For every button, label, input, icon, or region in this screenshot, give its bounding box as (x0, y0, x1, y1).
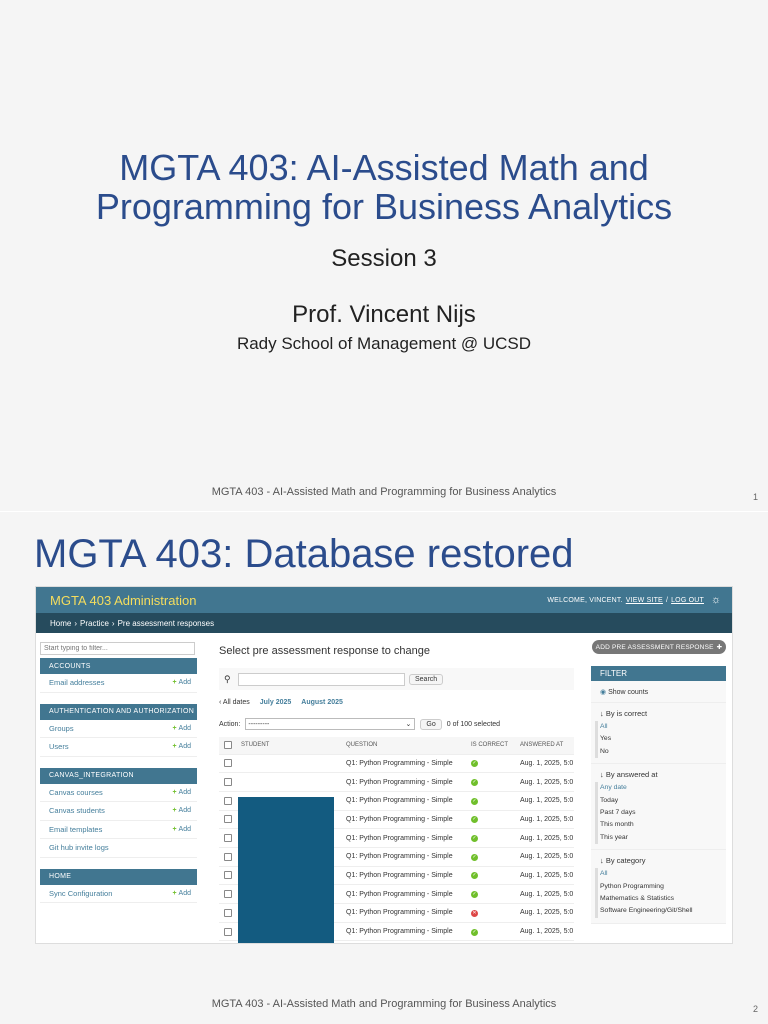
slide-footer: MGTA 403 - AI-Assisted Math and Programming for Business Analytics (211, 486, 557, 498)
breadcrumb-separator: › (111, 618, 115, 628)
answered-at-cell: Aug. 1, 2025, 5:0 (516, 791, 574, 810)
sidebar-filter-input[interactable] (40, 642, 195, 655)
slide-2 (0, 512, 768, 1024)
sidebar-item (40, 738, 197, 757)
is-correct-cell (467, 885, 516, 904)
plus-icon: + (172, 743, 177, 751)
admin-body (36, 633, 732, 943)
table-row[interactable] (219, 773, 574, 792)
add-link[interactable] (172, 679, 191, 686)
slide-footer: MGTA 403 - AI-Assisted Math and Programming for Business Analytics (211, 998, 557, 1010)
is-correct-cell (467, 810, 516, 829)
question-cell: Q1: Python Programming - Simple (342, 829, 467, 848)
row-checkbox[interactable] (224, 871, 232, 879)
all-dates-link[interactable]: ‹ All dates (219, 699, 250, 706)
action-select-value: --------- (248, 720, 270, 728)
filter-option[interactable]: Past 7 days (600, 808, 636, 816)
check-icon: ✓ (472, 760, 477, 767)
answered-at-cell: Aug. 1, 2025, 5:0 (516, 904, 574, 923)
actions-bar (219, 714, 574, 734)
action-label: Action: (219, 720, 241, 728)
admin-screenshot (35, 586, 733, 944)
sidebar-item-link[interactable]: Email templates (49, 824, 103, 834)
question-cell: Q1: Python Programming - Simple (342, 810, 467, 829)
answered-at-cell: Aug. 1, 2025, 5:0 (516, 922, 574, 941)
sidebar-item (40, 802, 197, 821)
check-icon: ✓ (472, 853, 477, 860)
is-correct-cell (467, 904, 516, 923)
breadcrumb (36, 613, 732, 633)
row-select-cell (219, 791, 237, 810)
sidebar-module (40, 658, 197, 693)
add-link[interactable] (172, 725, 191, 732)
is-correct-cell (467, 866, 516, 885)
sidebar-item (40, 885, 197, 904)
slide-title: MGTA 403: Database restored (34, 532, 574, 576)
filter-option[interactable]: Python Programming (600, 882, 664, 890)
question-cell: Q1: Python Programming - Simple (342, 754, 467, 773)
row-checkbox[interactable] (224, 759, 232, 767)
check-icon: ✓ (472, 835, 477, 842)
eye-icon: ◉ (600, 689, 607, 696)
redacted-student-names (238, 797, 334, 944)
filter-option[interactable]: Yes (600, 735, 612, 743)
search-input[interactable] (238, 673, 405, 686)
breadcrumb-current: Pre assessment responses (117, 618, 215, 628)
filter-option[interactable]: Today (600, 796, 619, 804)
filter-option[interactable]: No (600, 747, 609, 755)
breadcrumb-home[interactable]: Home (50, 618, 72, 628)
arrow-down-icon: ↓ (600, 709, 606, 718)
question-cell: Q1: Python Programming - Simple (342, 885, 467, 904)
row-select-cell (219, 866, 237, 885)
row-checkbox[interactable] (224, 834, 232, 842)
table-header-row (219, 737, 574, 754)
filter-option[interactable]: Any date (600, 784, 627, 792)
filter-options (595, 782, 726, 844)
date-link-july[interactable]: July 2025 (259, 699, 292, 706)
answered-at-cell: Aug. 1, 2025, 5:0 (516, 847, 574, 866)
add-label: Add (178, 743, 191, 751)
row-checkbox[interactable] (224, 853, 232, 861)
filter-option[interactable]: Software Engineering/Git/Shell (600, 907, 693, 915)
sidebar-item (40, 784, 197, 803)
user-tools-separator: / (665, 596, 669, 604)
arrow-down-icon: ↓ (600, 856, 606, 866)
sidebar-item-link[interactable]: Git hub invite logs (49, 843, 109, 853)
add-link[interactable] (172, 743, 191, 750)
action-select[interactable] (245, 718, 415, 730)
module-header[interactable]: HOME (40, 869, 197, 885)
site-brand[interactable]: MGTA 403 Administration (50, 592, 197, 608)
sidebar-item-link[interactable]: Email addresses (49, 678, 105, 688)
column-header-student[interactable]: STUDENT (237, 737, 342, 754)
plus-icon: + (172, 788, 177, 796)
select-all-cell (219, 737, 237, 754)
is-correct-cell (467, 754, 516, 773)
question-cell: Q1: Python Programming - Simple (342, 847, 467, 866)
filter-title: FILTER (591, 666, 726, 681)
session-label: Session 3 (331, 245, 437, 272)
page-title: Select pre assessment response to change (219, 645, 430, 657)
add-label: Add (178, 889, 191, 897)
title-line-2: Programming for Business Analytics (95, 186, 673, 227)
plus-icon: + (172, 807, 177, 815)
page-number: 2 (752, 1004, 758, 1014)
module-header[interactable]: CANVAS_INTEGRATION (40, 768, 197, 784)
search-icon: ⚲ (224, 673, 231, 684)
filter-group-label: By category (605, 856, 646, 866)
view-site-link[interactable]: VIEW SITE (625, 596, 663, 604)
check-icon: ✓ (472, 816, 477, 823)
date-hierarchy (219, 699, 574, 706)
go-button[interactable]: Go (420, 719, 441, 730)
user-tools (547, 595, 722, 606)
row-select-cell (219, 885, 237, 904)
add-response-label: ADD PRE ASSESSMENT RESPONSE (595, 643, 714, 651)
sidebar-item (40, 720, 197, 739)
check-icon: ✓ (472, 928, 477, 935)
filter-panel (591, 666, 726, 924)
check-icon: ✓ (472, 872, 477, 879)
nav-sidebar (40, 637, 197, 914)
plus-icon: ✚ (716, 644, 723, 651)
plus-icon: + (172, 825, 177, 833)
filter-options (595, 721, 726, 758)
sidebar-item (40, 839, 197, 858)
row-select-cell (219, 829, 237, 848)
right-column (591, 633, 726, 924)
is-correct-cell (467, 791, 516, 810)
student-cell[interactable] (237, 754, 342, 773)
question-cell: Q1: Python Programming - Simple (342, 866, 467, 885)
sidebar-item-link[interactable]: Canvas students (49, 806, 105, 816)
filter-group-label: By answered at (605, 770, 658, 780)
student-cell[interactable] (237, 773, 342, 792)
row-select-cell (219, 922, 237, 941)
answered-at-cell: Aug. 1, 2025, 5:0 (516, 866, 574, 885)
page-number: 1 (752, 492, 758, 502)
column-header-question[interactable]: QUESTION (342, 737, 467, 754)
add-link[interactable] (172, 890, 191, 897)
date-link-august[interactable]: August 2025 (301, 699, 343, 706)
row-checkbox[interactable] (224, 797, 232, 805)
row-checkbox[interactable] (224, 890, 232, 898)
add-link[interactable] (172, 826, 191, 833)
sidebar-module (40, 768, 197, 858)
filter-option[interactable]: All (600, 870, 608, 878)
professor-name: Prof. Vincent Nijs (292, 301, 476, 328)
add-label: Add (178, 679, 191, 687)
row-checkbox[interactable] (224, 928, 232, 936)
sidebar-item-link[interactable]: Groups (49, 723, 74, 733)
question-cell: Q1: Python Programming - Simple (342, 773, 467, 792)
check-icon: ✓ (472, 779, 477, 786)
sidebar-module (40, 704, 197, 757)
is-correct-cell (467, 922, 516, 941)
is-correct-cell (467, 829, 516, 848)
select-all-checkbox[interactable] (224, 741, 232, 749)
row-checkbox[interactable] (224, 778, 232, 786)
add-label: Add (178, 825, 191, 833)
is-correct-cell (467, 847, 516, 866)
sidebar-item (40, 821, 197, 840)
check-icon: ✓ (472, 891, 477, 898)
show-counts-link[interactable] (591, 681, 726, 703)
row-select-cell (219, 810, 237, 829)
log-out-link[interactable]: LOG OUT (671, 596, 704, 604)
filter-option[interactable]: This year (600, 833, 628, 841)
sidebar-item-link[interactable]: Sync Configuration (49, 888, 113, 898)
plus-icon: + (172, 889, 177, 897)
chevron-down-icon: ⌄ (405, 721, 412, 728)
answered-at-cell: Aug. 1, 2025, 5:0 (516, 773, 574, 792)
add-label: Add (178, 788, 191, 796)
search-button[interactable]: Search (409, 674, 443, 685)
selected-count: 0 of 100 selected (446, 720, 501, 728)
search-bar (219, 668, 574, 690)
answered-at-cell: Aug. 1, 2025, 5:0 (516, 885, 574, 904)
add-link[interactable] (172, 789, 191, 796)
filter-group-title[interactable] (591, 764, 726, 782)
column-header-answered-at[interactable]: ANSWERED AT (516, 737, 574, 754)
module-header[interactable]: AUTHENTICATION AND AUTHORIZATION (40, 704, 197, 720)
filter-group-title[interactable] (591, 703, 726, 721)
is-correct-cell (467, 773, 516, 792)
cross-icon: ✕ (472, 909, 477, 916)
question-cell: Q1: Python Programming - Simple (342, 904, 467, 923)
add-label: Add (178, 807, 191, 815)
add-link[interactable] (172, 807, 191, 814)
filter-option[interactable]: This month (600, 821, 634, 829)
table-row[interactable] (219, 754, 574, 773)
row-checkbox[interactable] (224, 815, 232, 823)
answered-at-cell: Aug. 1, 2025, 5:0 (516, 810, 574, 829)
answered-at-cell: Aug. 1, 2025, 5:0 (516, 754, 574, 773)
sidebar-item-link[interactable]: Users (49, 742, 69, 752)
answered-at-cell: Aug. 1, 2025, 5:0 (516, 829, 574, 848)
plus-icon: + (172, 724, 177, 732)
row-select-cell (219, 904, 237, 923)
filter-group-label: By is correct (605, 709, 648, 718)
affiliation: Rady School of Management @ UCSD (236, 334, 532, 353)
welcome-text: WELCOME, VINCENT. (547, 596, 623, 604)
changelist-content (219, 633, 574, 941)
row-select-cell (219, 773, 237, 792)
filter-options (595, 868, 726, 918)
slide-title (0, 148, 768, 226)
filter-option[interactable]: Mathematics & Statistics (600, 894, 675, 902)
row-select-cell (219, 754, 237, 773)
filter-option[interactable]: All (600, 723, 608, 730)
filter-group-title[interactable] (591, 850, 726, 868)
title-line-1: MGTA 403: AI-Assisted Math and (119, 147, 649, 188)
theme-toggle-icon[interactable]: ☼ (711, 593, 722, 606)
module-header[interactable]: ACCOUNTS (40, 658, 197, 674)
plus-icon: + (172, 679, 177, 687)
breadcrumb-practice[interactable]: Practice (80, 618, 109, 628)
row-select-cell (219, 847, 237, 866)
sidebar-item-link[interactable]: Canvas courses (49, 787, 103, 797)
show-counts-label: Show counts (608, 689, 649, 696)
column-header-is-correct[interactable]: IS CORRECT (467, 737, 516, 754)
sidebar-module (40, 869, 197, 904)
arrow-down-icon: ↓ (600, 770, 606, 780)
row-checkbox[interactable] (224, 909, 232, 917)
add-response-button[interactable] (592, 640, 726, 654)
check-icon: ✓ (472, 797, 477, 804)
add-label: Add (178, 724, 191, 732)
admin-header (36, 587, 732, 613)
question-cell: Q1: Python Programming - Simple (342, 791, 467, 810)
question-cell: Q1: Python Programming - Simple (342, 922, 467, 941)
sidebar-item (40, 674, 197, 693)
filter-separator (591, 918, 726, 924)
breadcrumb-separator: › (74, 618, 78, 628)
